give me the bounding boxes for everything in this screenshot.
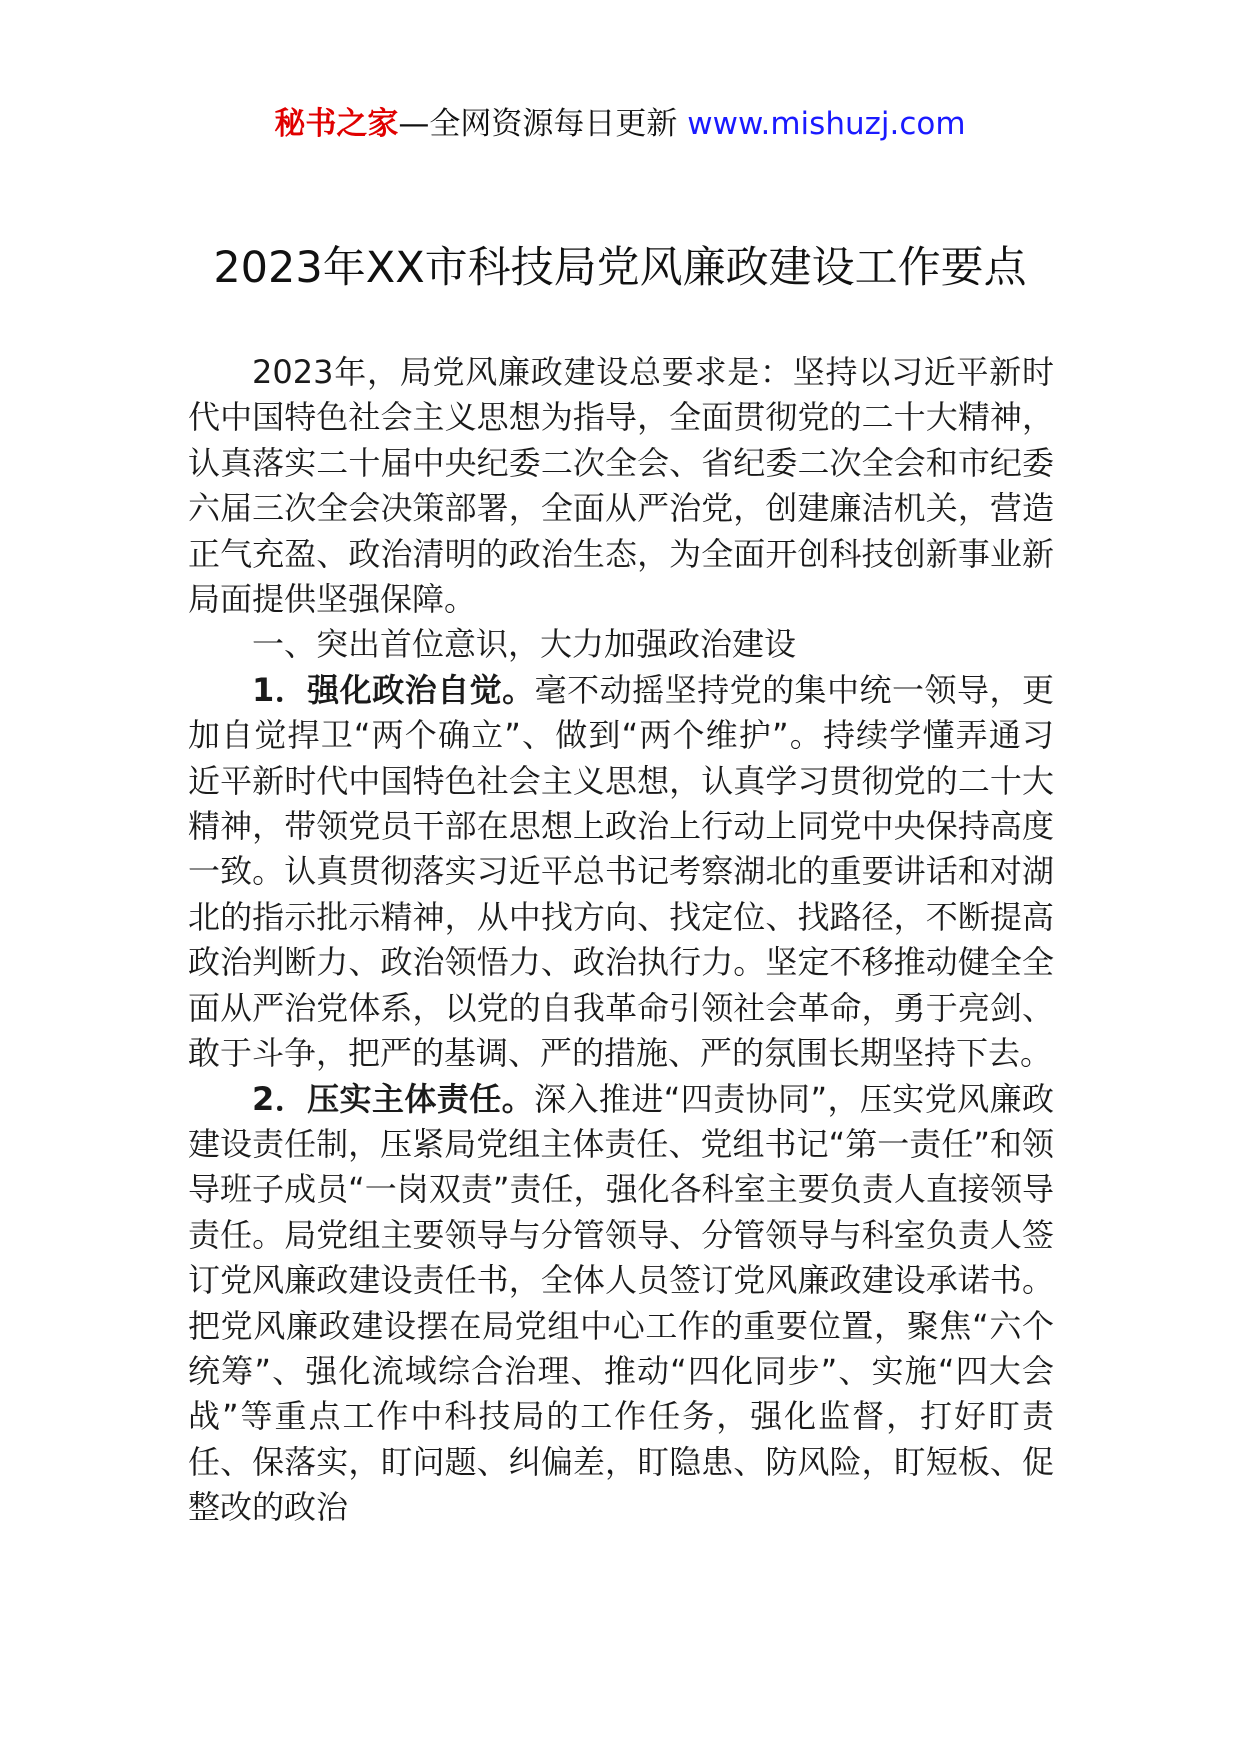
item-paragraph <box>188 668 1054 1077</box>
item-text: 毫不动摇坚持党的集中统一领导，更加自觉捍卫“两个确立”、做到“两个维护”。持续学懂弄通习近平新时代中国特色社会主义思想，认真学习贯彻党的二十大精神，带领党员干部在思想上政治上行动上同党中央保持高度一致。认真贯彻落实习近平总书记考察湖北的重要讲话和对湖北的指示批示精神，从中找方向、找定位、找路径，不断提高政治判断力、政治领悟力、政治执行力。坚定不移推动健全全面从严治党体系，以党的自我革命引领社会革命，勇于亮剑、敢于斗争，把严的基调、严的措施、严的氛围长期坚持下去。 <box>188 670 1054 1073</box>
document-body <box>188 350 1054 1531</box>
item-title: 2．压实主体责任。 <box>252 1079 535 1118</box>
document-title: 2023年XX市科技局党风廉政建设工作要点 <box>213 243 1027 293</box>
intro-paragraph: 2023年，局党风廉政建设总要求是：坚持以习近平新时代中国特色社会主义思想为指导，全面贯彻党的二十大精神，认真落实二十届中央纪委二次全会、省纪委二次全会和市纪委六届三次全会决策部署，全面从严治党，创建廉洁机关，营造正气充盈、政治清明的政治生态，为全面开创科技创新事业新局面提供坚强保障。 <box>188 353 1054 619</box>
item-text: 深入推进“四责协同”，压实党风廉政建设责任制，压紧局党组主体责任、党组书记“第一责任”和领导班子成员“一岗双责”责任，强化各科室主要负责人直接领导责任。局党组主要领导与分管领导、分管领导与科室负责人签订党风廉政建设责任书，全体人员签订党风廉政建设承诺书。把党风廉政建设摆在局党组中心工作的重要位置，聚焦“六个统筹”、强化流域综合治理、推动“四化同步”、实施“四大会战”等重点工作中科技局的工作任务，强化监督，打好盯责任、保落实，盯问题、纠偏差，盯隐患、防风险，盯短板、促整改的政治 <box>188 1079 1054 1527</box>
item-title: 1．强化政治自觉。 <box>252 670 535 709</box>
site-name: 秘书之家 <box>274 106 399 142</box>
site-header <box>0 104 1240 144</box>
item-paragraph <box>188 1077 1054 1531</box>
site-slogan: —全网资源每日更新 <box>398 106 678 142</box>
section-heading: 一、突出首位意识，大力加强政治建设 <box>252 625 797 664</box>
site-url-link[interactable]: www.mishuzj.com <box>687 106 966 142</box>
